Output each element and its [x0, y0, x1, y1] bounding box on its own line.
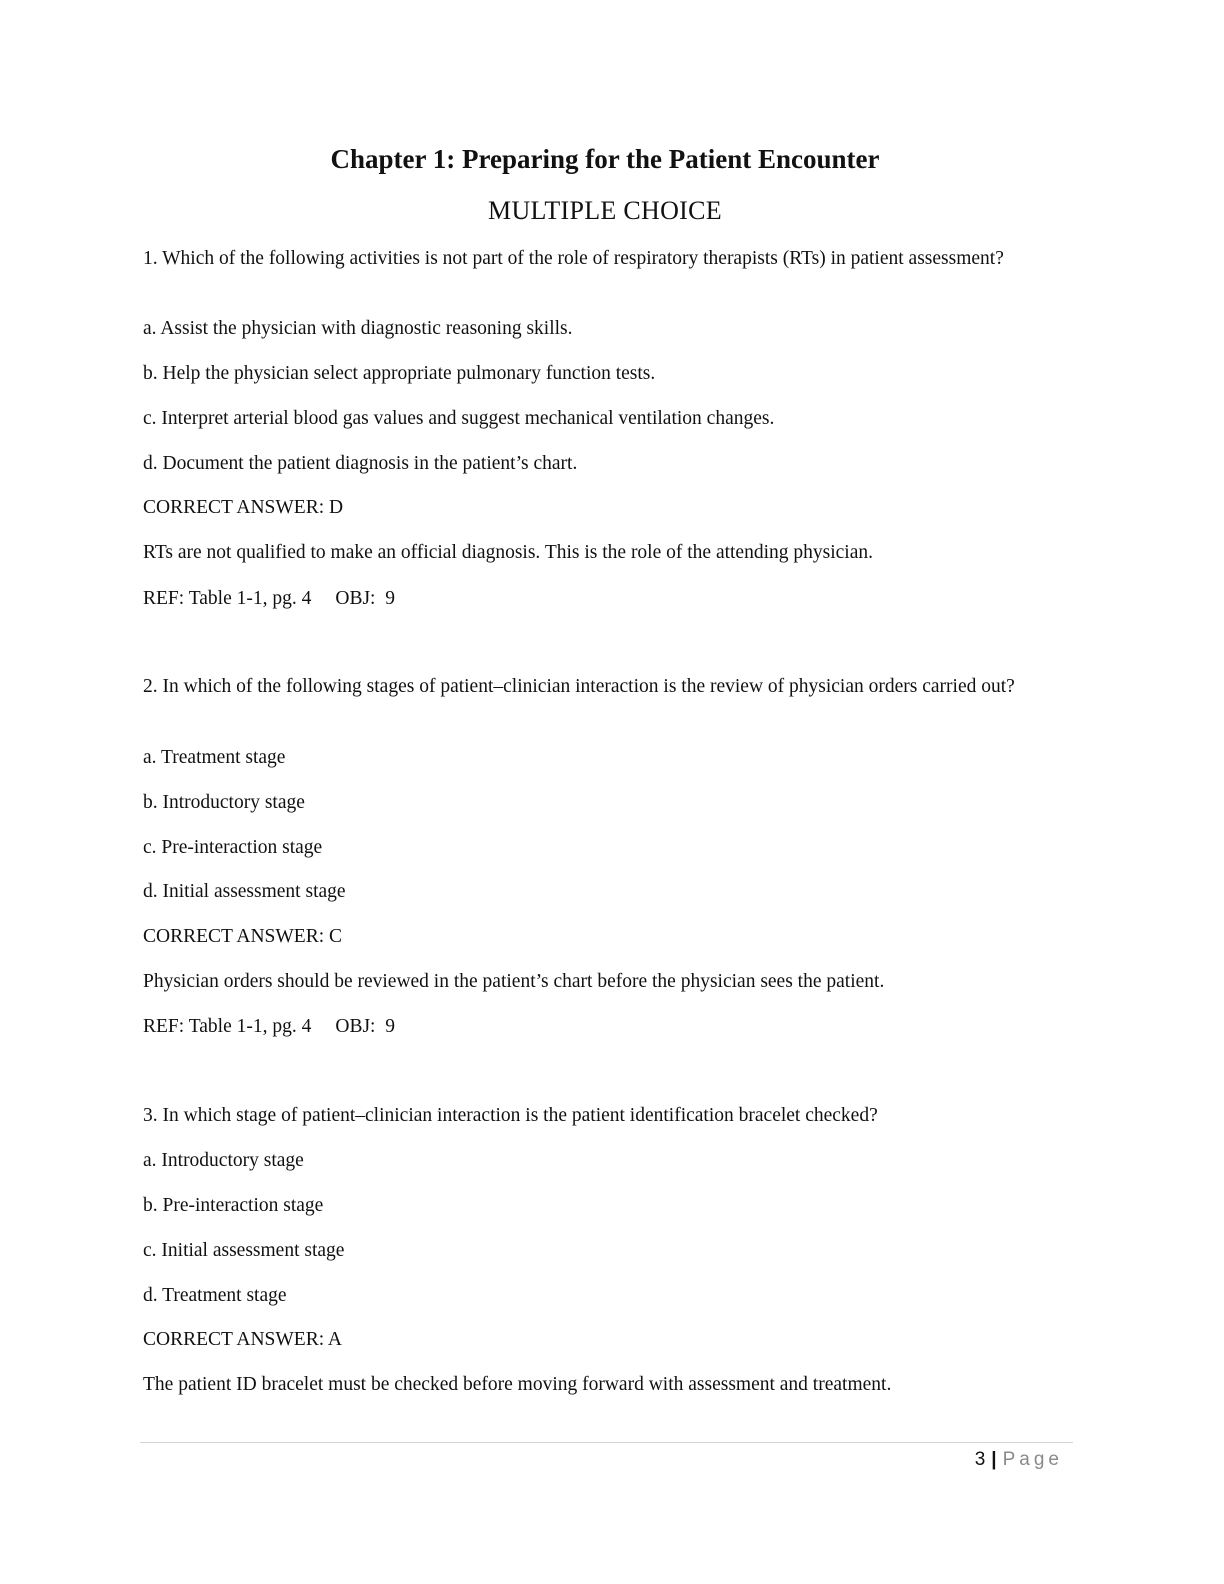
- reference: REF: Table 1-1, pg. 4: [143, 588, 312, 609]
- option-a: a. Introductory stage: [143, 1150, 304, 1171]
- footer-separator: |: [991, 1449, 997, 1470]
- rationale: RTs are not qualified to make an official diagnosis. This is the role of the attending physician.: [143, 542, 873, 563]
- rationale: Physician orders should be reviewed in the patient’s chart before the physician sees the patient.: [143, 971, 885, 992]
- option-d: d. Treatment stage: [143, 1285, 287, 1306]
- footer-divider: [140, 1442, 1073, 1443]
- option-b: b. Introductory stage: [143, 792, 305, 813]
- rationale: The patient ID bracelet must be checked before moving forward with assessment and treatment.: [143, 1374, 892, 1395]
- option-d: d. Document the patient diagnosis in the patient’s chart.: [143, 453, 578, 474]
- option-c: c. Pre-interaction stage: [143, 837, 323, 858]
- question-stem: 2. In which of the following stages of patient–clinician interaction is the review of physician orders carried out?: [143, 676, 1015, 697]
- reference-line: [143, 586, 1023, 612]
- option-b: b. Pre-interaction stage: [143, 1195, 324, 1216]
- question-stem: 1. Which of the following activities is not part of the role of respiratory therapists (RTs) in patient assessment?: [143, 248, 1004, 269]
- objective: OBJ: 9: [335, 588, 395, 609]
- correct-answer: CORRECT ANSWER: A: [143, 1329, 343, 1350]
- question-stem: 3. In which stage of patient–clinician interaction is the patient identification bracelet checked?: [143, 1105, 878, 1126]
- option-b: b. Help the physician select appropriate pulmonary function tests.: [143, 363, 656, 384]
- option-d: d. Initial assessment stage: [143, 881, 346, 902]
- correct-answer: CORRECT ANSWER: C: [143, 926, 343, 947]
- reference-line: [143, 1014, 1023, 1040]
- section-title: MULTIPLE CHOICE: [488, 196, 722, 225]
- page-label: Page: [1002, 1449, 1063, 1470]
- page-number: 3: [974, 1449, 986, 1470]
- option-a: a. Assist the physician with diagnostic reasoning skills.: [143, 318, 573, 339]
- option-c: c. Interpret arterial blood gas values and suggest mechanical ventilation changes.: [143, 408, 775, 429]
- page-footer: [975, 1447, 1063, 1473]
- objective: OBJ: 9: [335, 1016, 395, 1037]
- option-c: c. Initial assessment stage: [143, 1240, 345, 1261]
- option-a: a. Treatment stage: [143, 747, 286, 768]
- reference: REF: Table 1-1, pg. 4: [143, 1016, 312, 1037]
- correct-answer: CORRECT ANSWER: D: [143, 497, 344, 518]
- chapter-title: Chapter 1: Preparing for the Patient Encounter: [330, 144, 880, 174]
